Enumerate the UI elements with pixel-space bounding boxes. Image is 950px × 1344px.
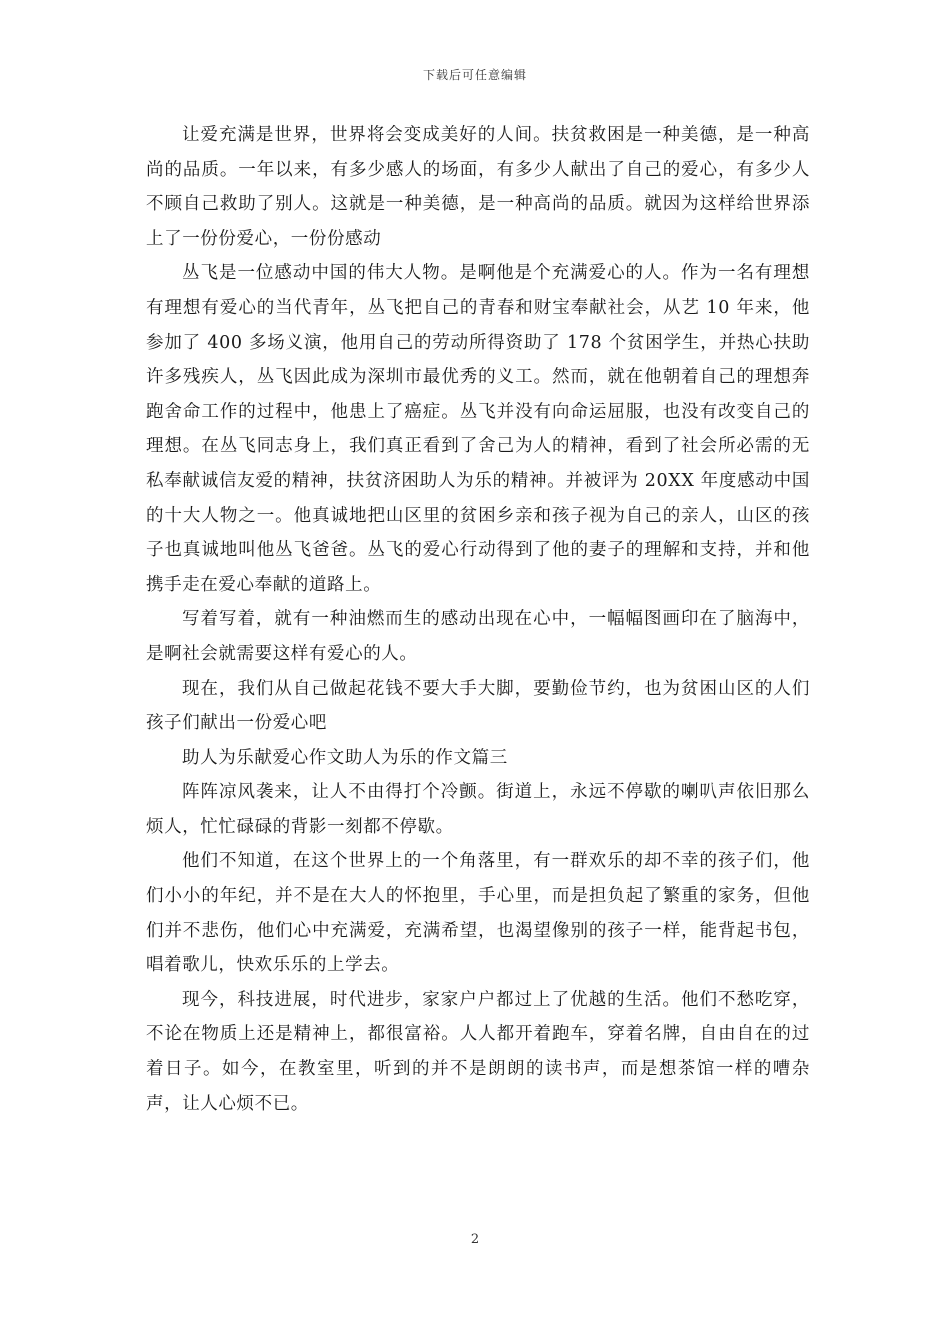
paragraph-7: 他们不知道，在这个世界上的一个角落里，有一群欢乐的却不幸的孩子们，他们小小的年纪，并不是在大人的怀抱里，手心里，而是担负起了繁重的家务，但他们并不悲伤，他们心中充满爱，充满希望，也渴望像别的孩子一样，能背起书包，唱着歌儿，快欢乐乐的上学去。 xyxy=(146,851,810,976)
paragraph-6: 阵阵凉风袭来，让人不由得打个冷颤。街道上，永远不停歇的喇叭声依旧那么烦人，忙忙碌碌的背影一刻都不停歇。 xyxy=(146,782,810,837)
paragraph-3: 写着写着，就有一种油燃而生的感动出现在心中，一幅幅图画印在了脑海中，是啊社会就需要这样有爱心的人。 xyxy=(146,609,810,664)
section-title: 助人为乐献爱心作文助人为乐的作文篇三 xyxy=(182,747,508,768)
paragraph-1: 让爱充满是世界，世界将会变成美好的人间。扶贫救困是一种美德，是一种高尚的品质。一年以来，有多少感人的场面，有多少人献出了自己的爱心，有多少人不顾自己救助了别人。这就是一种美德，是一种高尚的品质。就因为这样给世界添上了一份份爱心，一份份感动 xyxy=(146,125,810,249)
paragraph-2: 丛飞是一位感动中国的伟大人物。是啊他是个充满爱心的人。作为一名有理想有理想有爱心的当代青年，丛飞把自己的青春和财宝奉献社会，从艺 10 年来，他参加了 400 多场义演，他用自己的劳动所得资助了 178 个贫困学生，并热心扶助许多残疾人，丛飞因此成为深圳市最优秀的义工。然而，就在他朝着自己的理想奔跑舍命工作的过程中，他患上了癌症。丛飞并没有向命运屈服，也没有改变自己的理想。在丛飞同志身上，我们真正看到了舍己为人的精神，看到了社会所必需的无私奉献诚信友爱的精神，扶贫济困助人为乐的精神。并被评为 20XX 年度感动中国的十大人物之一。他真诚地把山区里的贫困乡亲和孩子视为自己的亲人，山区的孩子也真诚地叫他丛飞爸爸。丛飞的爱心行动得到了他的妻子的理解和支持，并和他携手走在爱心奉献的道路上。 xyxy=(146,263,810,595)
paragraph-8: 现今，科技进展，时代进步，家家户户都过上了优越的生活。他们不愁吃穿，不论在物质上还是精神上，都很富裕。人人都开着跑车，穿着名牌，自由自在的过着日子。如今，在教室里，听到的并不是朗朗的读书声，而是想茶馆一样的嘈杂声，让人心烦不已。 xyxy=(146,989,810,1114)
page-number: 2 xyxy=(470,1232,480,1247)
body-text xyxy=(146,118,810,1121)
page-header: 下载后可任意编辑 xyxy=(422,68,527,82)
paragraph-4: 现在，我们从自己做起花钱不要大手大脚，要勤俭节约，也为贫困山区的人们孩子们献出一份爱心吧 xyxy=(146,678,810,734)
